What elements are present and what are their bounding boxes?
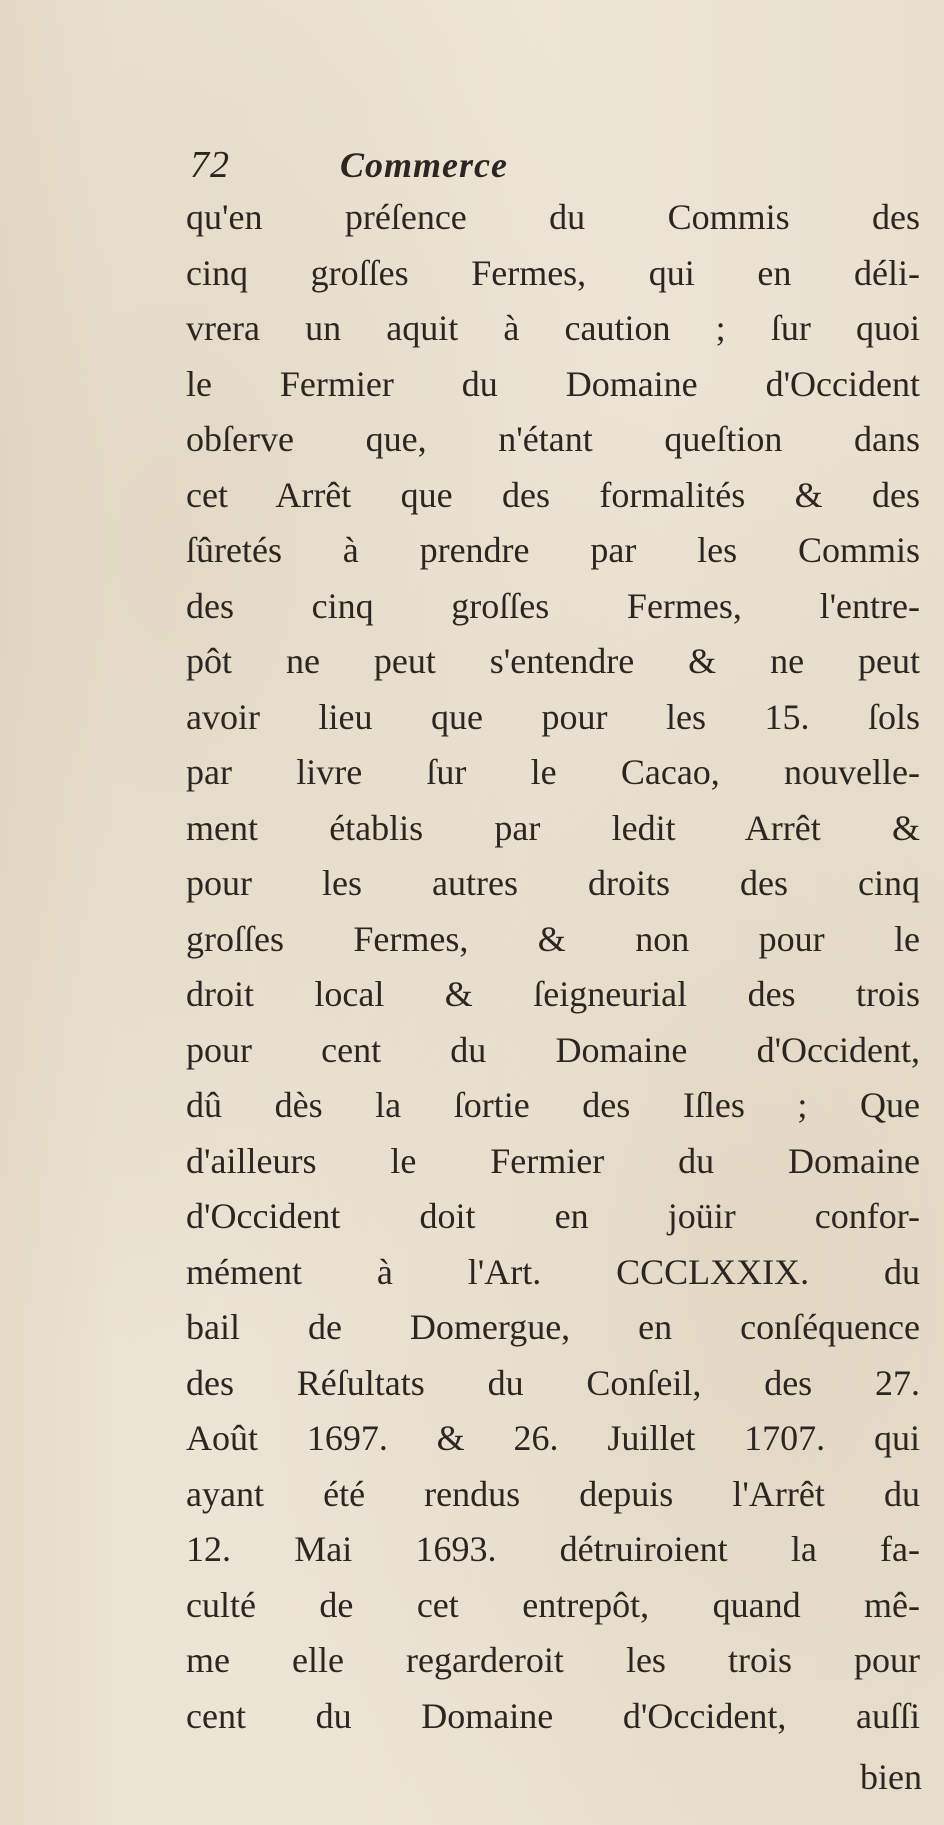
page-header	[190, 140, 890, 190]
text-line: groſſes Fermes, & non pour le	[186, 918, 920, 959]
text-line: pôt ne peut s'entendre & ne peut	[186, 641, 920, 681]
text-line: droit local & ſeigneurial des trois	[186, 974, 920, 1014]
text-line: ayant été rendus depuis l'Arrêt du	[186, 1473, 920, 1514]
text-line: bail de Domergue, en conſéquence	[186, 1307, 920, 1347]
text-line: d'ailleurs le Fermier du Domaine	[186, 1140, 920, 1181]
text-line: obſerve que, n'étant queſtion dans	[186, 419, 920, 459]
text-line: d'Occident doit en joüir confor-	[186, 1196, 920, 1236]
text-line: dû dès la ſortie des Iſles ; Que	[186, 1085, 920, 1125]
text-line: qu'en préſence du Commis des	[186, 197, 920, 237]
catchword: bien	[860, 1757, 922, 1797]
text-line: me elle regarderoit les trois pour	[186, 1640, 920, 1680]
text-line: Août 1697. & 26. Juillet 1707. qui	[186, 1418, 920, 1458]
text-line: cinq groſſes Fermes, qui en déli-	[186, 252, 920, 293]
text-line: ment établis par ledit Arrêt &	[186, 807, 920, 848]
text-line: ſûretés à prendre par les Commis	[186, 530, 920, 570]
text-line: le Fermier du Domaine d'Occident	[186, 363, 920, 404]
text-line: des cinq groſſes Fermes, l'entre-	[186, 585, 920, 626]
text-line: avoir lieu que pour les 15. ſols	[186, 696, 920, 737]
text-line: vrera un aquit à caution ; ſur quoi	[186, 308, 920, 348]
text-line: pour les autres droits des cinq	[186, 863, 920, 903]
text-line: des Réſultats du Conſeil, des 27.	[186, 1362, 920, 1403]
text-line: mément à l'Art. CCCLXXIX. du	[186, 1251, 920, 1292]
text-line: pour cent du Domaine d'Occident,	[186, 1029, 920, 1070]
page-number: 72	[190, 144, 230, 186]
running-title: Commerce	[340, 145, 508, 185]
text-line: 12. Mai 1693. détruiroient la fa-	[186, 1529, 920, 1569]
text-line: par livre ſur le Cacao, nouvelle-	[186, 752, 920, 792]
body-text	[186, 190, 920, 1744]
text-line: cent du Domaine d'Occident, auſſi	[186, 1695, 920, 1736]
text-line: cet Arrêt que des formalités & des	[186, 474, 920, 515]
text-line: culté de cet entrepôt, quand mê-	[186, 1584, 920, 1625]
